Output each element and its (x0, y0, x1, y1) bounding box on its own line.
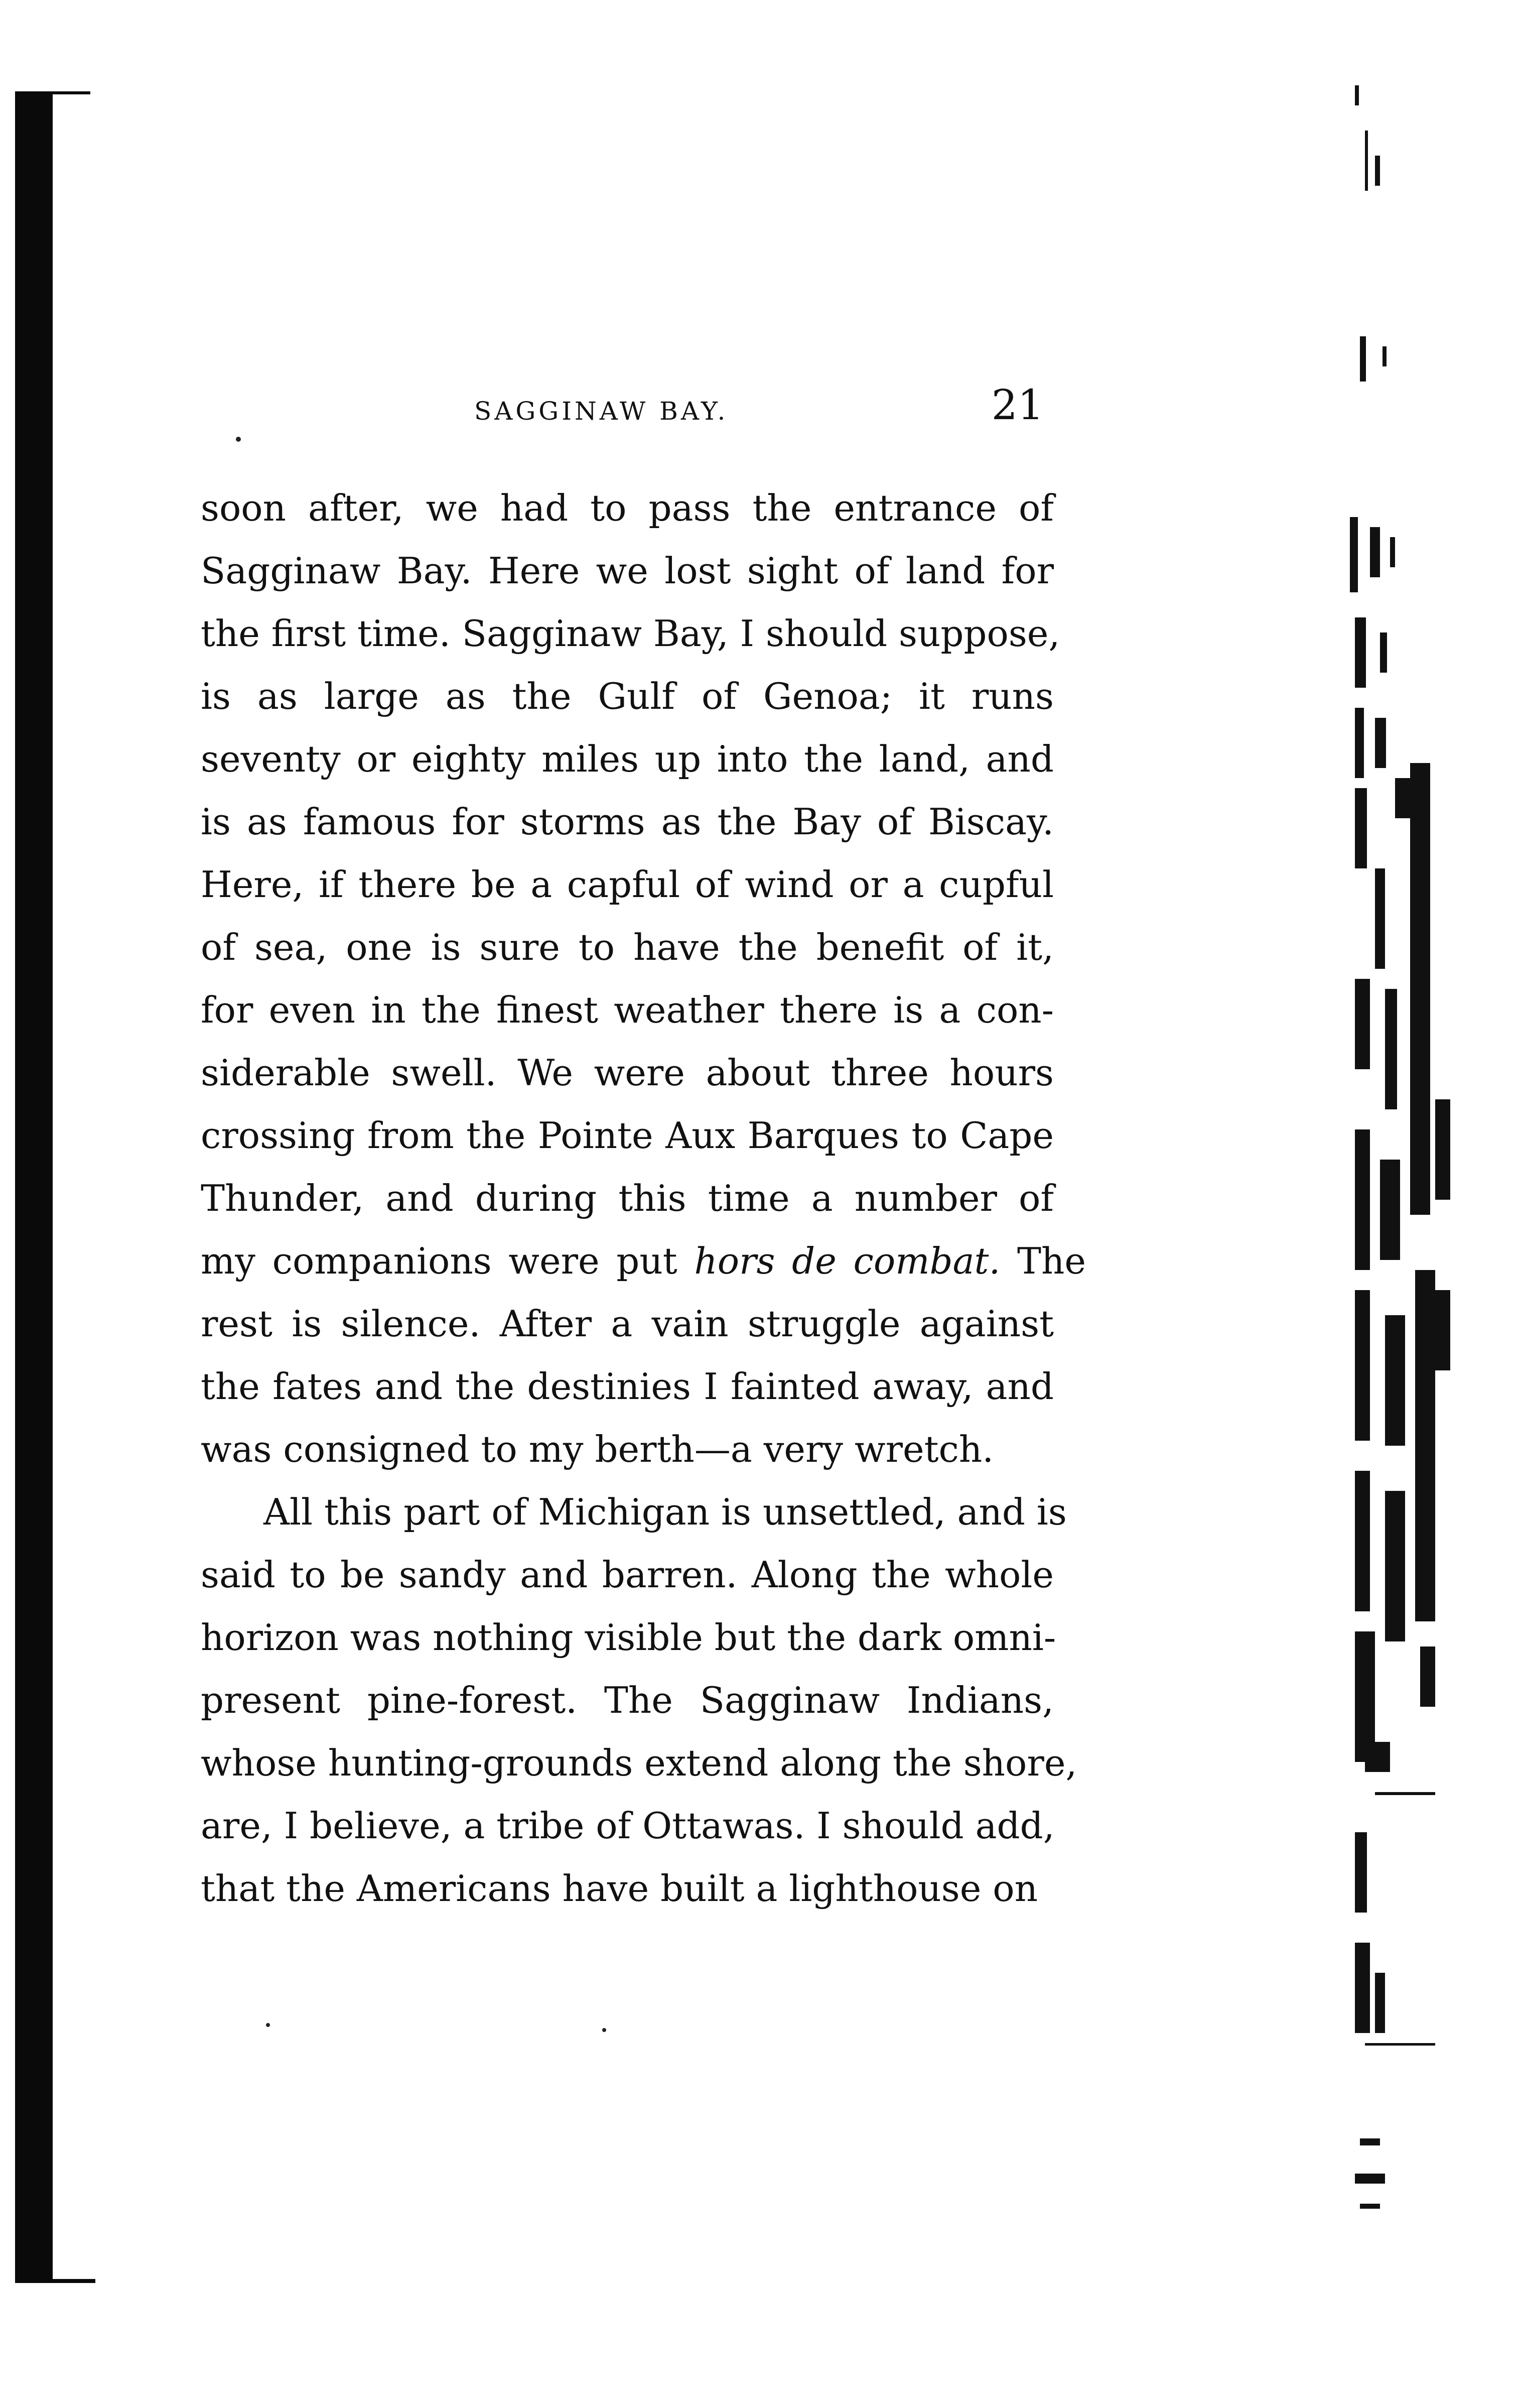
text-line: the first time. Sagginaw Bay, I should suppose, (201, 612, 1060, 655)
text-line: siderable swell. We were about three hours (201, 1052, 1054, 1094)
text-line: was consigned to my berth—a very wretch. (201, 1428, 994, 1470)
text-line: rest is silence. After a vain struggle against (201, 1303, 1054, 1345)
text-run: The (1000, 1240, 1086, 1282)
text-line: Sagginaw Bay. Here we lost sight of land for (201, 550, 1054, 592)
page-number: 21 (991, 382, 1044, 429)
text-line: is as large as the Gulf of Genoa; it runs (201, 675, 1054, 717)
text-line: All this part of Michigan is unsettled, and is (263, 1491, 1067, 1533)
text-line: the fates and the destinies I fainted away, and (201, 1365, 1054, 1408)
scan-speck (236, 437, 241, 442)
body-text (201, 477, 1086, 1920)
text-line: soon after, we had to pass the entrance of (201, 487, 1054, 529)
italic-phrase: hors de combat. (694, 1240, 1001, 1282)
text-line: Thunder, and during this time a number of (201, 1177, 1054, 1219)
text-line: are, I believe, a tribe of Ottawas. I should add, (201, 1805, 1055, 1847)
text-line: horizon was nothing visible but the dark omni- (201, 1616, 1056, 1659)
text-line: present pine-forest. The Sagginaw Indians, (201, 1679, 1054, 1721)
text-line: seventy or eighty miles up into the land, and (201, 738, 1054, 780)
text-line: Here, if there be a capful of wind or a cupful (201, 863, 1054, 906)
text-line: crossing from the Pointe Aux Barques to Cape (201, 1114, 1054, 1157)
text-line: said to be sandy and barren. Along the whole (201, 1554, 1054, 1596)
scan-edge-bottom (15, 2279, 95, 2283)
text-line: is as famous for storms as the Bay of Biscay. (201, 801, 1054, 843)
facing-page-bleed-through (1345, 85, 1465, 2284)
text-line: for even in the finest weather there is a con- (201, 989, 1054, 1031)
text-line: whose hunting-grounds extend along the shore, (201, 1742, 1077, 1784)
running-head: SAGGINAW BAY. (474, 397, 729, 426)
scan-binding-edge (15, 93, 53, 2282)
text-line: that the Americans have built a lighthouse on (201, 1867, 1038, 1910)
scan-speck (266, 2023, 270, 2027)
text-run: my companions were put (201, 1240, 695, 1282)
text-line (201, 1230, 1086, 1293)
text-line: of sea, one is sure to have the benefit of it, (201, 926, 1054, 968)
scan-speck (602, 2028, 606, 2032)
page-header (201, 382, 1044, 442)
